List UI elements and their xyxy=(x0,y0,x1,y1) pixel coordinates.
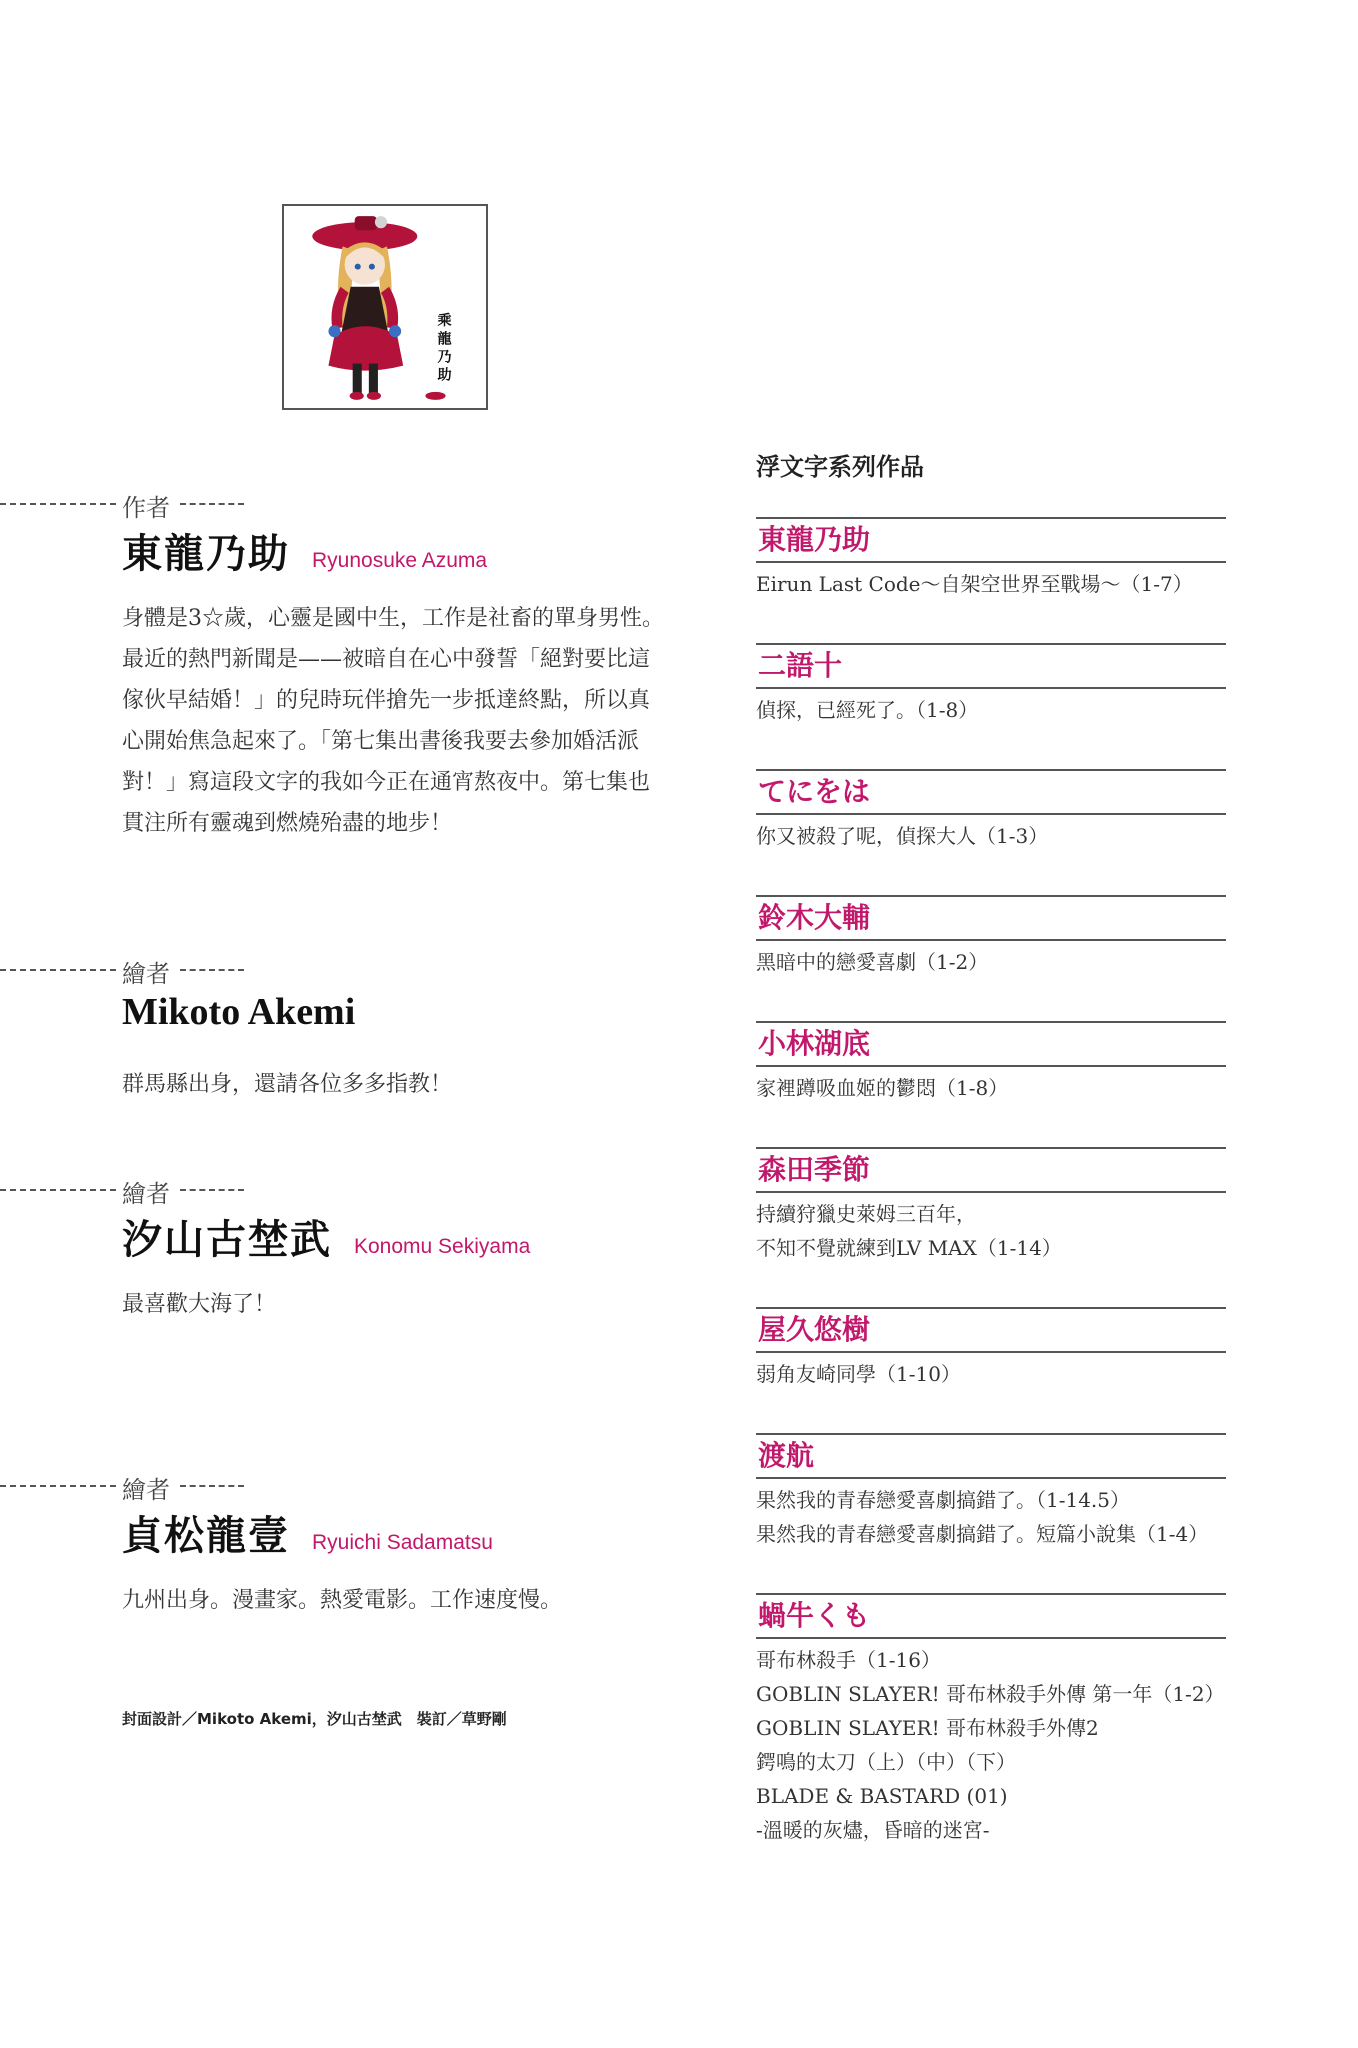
work-entry xyxy=(756,1021,1226,1105)
work-title: Eirun Last Code～自架空世界至戰場～（1-7） xyxy=(756,572,1193,596)
illustrator-bio xyxy=(122,1284,702,1325)
work-title: 弱角友崎同學（1-10） xyxy=(756,1362,961,1386)
work-title: -溫暖的灰燼，昏暗的迷宮- xyxy=(756,1818,990,1842)
illustrator-bio xyxy=(122,1064,702,1105)
work-title: 持續狩獵史萊姆三百年， xyxy=(756,1202,976,1226)
work-author: 蝸牛くも xyxy=(758,1599,871,1632)
role-label: 繪者 xyxy=(122,1476,170,1504)
work-title: 黑暗中的戀愛喜劇（1-2） xyxy=(756,950,989,974)
illustrator-bio xyxy=(122,1580,702,1621)
work-entry xyxy=(756,769,1226,853)
bio-line: 身體是3☆歲，心靈是國中生，工作是社畜的單身男性。 xyxy=(122,606,664,631)
author-portrait xyxy=(282,204,488,410)
bio-line: 九州出身。漫畫家。熱愛電影。工作速度慢。 xyxy=(122,1588,563,1613)
work-entry xyxy=(756,1147,1226,1265)
chibi-illustration xyxy=(284,206,486,408)
work-author: 二語十 xyxy=(758,649,843,682)
illustrator-name-cn: 汐山古埜武 xyxy=(122,1216,332,1263)
work-title: 果然我的青春戀愛喜劇搞錯了。（1-14.5） xyxy=(756,1488,1131,1512)
role-label: 繪者 xyxy=(122,960,170,988)
illustrator-name-row xyxy=(122,1504,493,1561)
dashed-divider xyxy=(0,1189,116,1191)
work-title: 果然我的青春戀愛喜劇搞錯了。短篇小說集（1-4） xyxy=(756,1522,1209,1546)
svg-text:乃: 乃 xyxy=(437,349,452,366)
work-title: 你又被殺了呢，偵探大人（1-3） xyxy=(756,824,1049,848)
work-author: 屋久悠樹 xyxy=(758,1313,871,1346)
role-label: 作者 xyxy=(122,494,170,522)
illustrator-name-row xyxy=(122,1208,530,1265)
dashed-divider xyxy=(180,1189,244,1191)
author-name-cn: 東龍乃助 xyxy=(122,530,290,577)
work-entry xyxy=(756,517,1226,601)
work-author: 小林湖底 xyxy=(758,1027,871,1060)
role-header-author xyxy=(0,488,260,522)
bio-line: 最近的熱門新聞是——被暗自在心中發誓「絕對要比這 xyxy=(122,647,651,672)
work-author: 東龍乃助 xyxy=(758,523,871,556)
illustrator-name-row xyxy=(122,990,355,1034)
svg-text:龍: 龍 xyxy=(437,331,452,348)
bio-line: 傢伙早結婚！」的兒時玩伴搶先一步抵達終點，所以真 xyxy=(122,688,651,713)
work-entry xyxy=(756,1593,1226,1847)
work-entry xyxy=(756,643,1226,727)
author-name-row xyxy=(122,522,487,579)
dashed-divider xyxy=(0,503,116,505)
series-works-list xyxy=(756,517,1226,1889)
work-entry xyxy=(756,1433,1226,1551)
work-title: GOBLIN SLAYER! 哥布林殺手外傳 第一年（1-2） xyxy=(756,1682,1225,1706)
role-header-illustrator xyxy=(0,954,260,988)
author-name-en: Ryunosuke Azuma xyxy=(312,549,488,572)
work-author: 渡航 xyxy=(758,1439,815,1472)
author-bio xyxy=(122,598,702,844)
work-title: GOBLIN SLAYER! 哥布林殺手外傳2 xyxy=(756,1716,1099,1740)
series-title: 浮文字系列作品 xyxy=(756,453,924,481)
role-label: 繪者 xyxy=(122,1180,170,1208)
svg-text:乘: 乘 xyxy=(437,313,452,330)
illustrator-name-en: Ryuichi Sadamatsu xyxy=(312,1531,493,1554)
work-author: てにをは xyxy=(758,775,871,808)
work-title: 偵探，已經死了。（1-8） xyxy=(756,698,979,722)
illustrator-name-cn: 貞松龍壹 xyxy=(122,1512,290,1559)
dashed-divider xyxy=(0,1485,116,1487)
bio-line: 貫注所有靈魂到燃燒殆盡的地步！ xyxy=(122,811,453,836)
work-title: 哥布林殺手（1-16） xyxy=(756,1648,941,1672)
bio-line: 心開始焦急起來了。「第七集出書後我要去參加婚活派 xyxy=(122,729,640,754)
dashed-divider xyxy=(0,969,116,971)
bio-line: 對！」寫這段文字的我如今正在通宵熬夜中。第七集也 xyxy=(122,770,651,795)
work-title: 鍔鳴的太刀（上）（中）（下） xyxy=(756,1750,1016,1774)
svg-text:助: 助 xyxy=(437,367,452,384)
work-author: 森田季節 xyxy=(758,1153,871,1186)
bio-line: 群馬縣出身，還請各位多多指教！ xyxy=(122,1072,453,1097)
work-entry xyxy=(756,1307,1226,1391)
work-title: 家裡蹲吸血姬的鬱悶（1-8） xyxy=(756,1076,1009,1100)
dashed-divider xyxy=(180,969,244,971)
illustrator-name-en: Konomu Sekiyama xyxy=(354,1235,531,1258)
role-header-illustrator xyxy=(0,1470,260,1504)
dashed-divider xyxy=(180,503,244,505)
bio-line: 最喜歡大海了！ xyxy=(122,1292,277,1317)
dashed-divider xyxy=(180,1485,244,1487)
work-author: 鈴木大輔 xyxy=(758,901,871,934)
design-credit: 封面設計／Mikoto Akemi，汐山古埜武 裝訂／草野剛 xyxy=(122,1710,507,1728)
work-entry xyxy=(756,895,1226,979)
work-title: 不知不覺就練到LV MAX（1-14） xyxy=(756,1236,1062,1260)
role-header-illustrator xyxy=(0,1174,260,1208)
work-title: BLADE & BASTARD (01) xyxy=(756,1784,1008,1808)
illustrator-name-en: Mikoto Akemi xyxy=(122,991,356,1033)
